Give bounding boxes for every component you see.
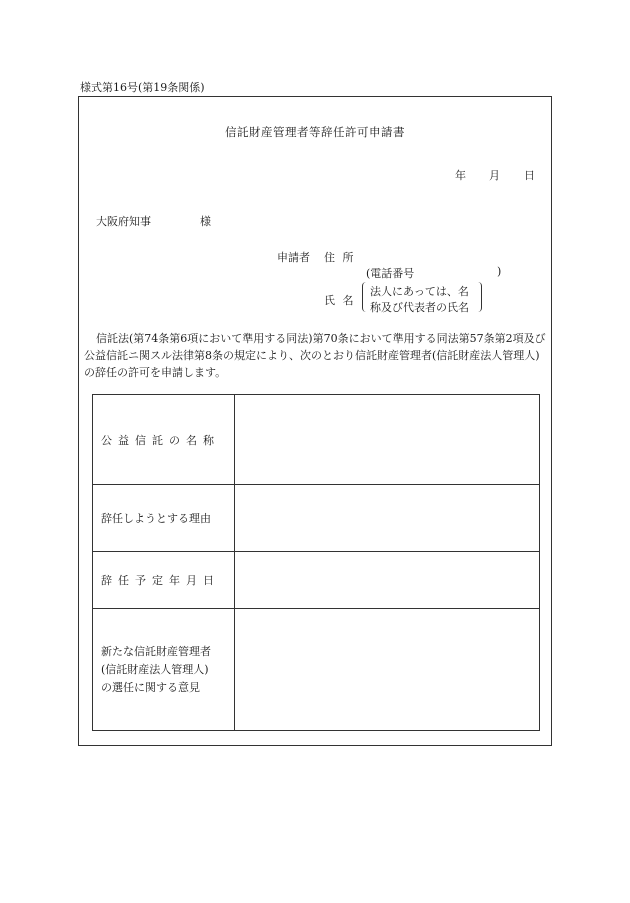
corporate-note-line1: 法人にあっては、名 bbox=[370, 285, 469, 298]
successor-opinion-line3: の選任に関する意見 bbox=[101, 680, 200, 694]
name-label: 氏 名 bbox=[324, 294, 356, 307]
body-paragraph: 信託法(第74条第6項において準用する同法)第70条において準用する同法第57条第2項及び公益信託ニ関スル法律第8条の規定により、次のとおり信託財産管理者(信託財産法人管理人)の辞任の許可を申請します。 bbox=[84, 332, 546, 379]
resignation-date-field[interactable] bbox=[235, 552, 540, 609]
date-month-label: 月 bbox=[489, 169, 500, 182]
phone-label: (電話番号 bbox=[366, 267, 415, 280]
successor-opinion-line2: (信託財産法人管理人) bbox=[101, 662, 209, 676]
applicant-label: 申請者 bbox=[277, 251, 310, 264]
resignation-reason-field[interactable] bbox=[235, 485, 540, 552]
resignation-reason-label: 辞任しようとする理由 bbox=[93, 485, 235, 552]
honorific: 様 bbox=[200, 215, 211, 228]
successor-opinion-field[interactable] bbox=[235, 609, 540, 731]
application-table bbox=[92, 394, 540, 731]
successor-opinion-label bbox=[93, 609, 235, 731]
table-row bbox=[93, 552, 540, 609]
table-row bbox=[93, 485, 540, 552]
resignation-date-label: 辞任予定年月日 bbox=[93, 552, 235, 609]
phone-close: ) bbox=[497, 265, 502, 278]
document-title: 信託財産管理者等辞任許可申請書 bbox=[225, 125, 405, 139]
table-row bbox=[93, 609, 540, 731]
trust-name-label: 公益信託の名称 bbox=[93, 395, 235, 485]
trust-name-field[interactable] bbox=[235, 395, 540, 485]
corporate-note-line2: 称及び代表者の氏名 bbox=[370, 301, 469, 314]
date-year-label: 年 bbox=[455, 169, 466, 182]
addressee: 大阪府知事 bbox=[96, 215, 151, 228]
address-label: 住 所 bbox=[324, 251, 356, 264]
table-row bbox=[93, 395, 540, 485]
form-number-label: 様式第16号(第19条関係) bbox=[80, 81, 205, 94]
successor-opinion-line1: 新たな信託財産管理者 bbox=[101, 644, 211, 658]
date-day-label: 日 bbox=[524, 169, 535, 182]
